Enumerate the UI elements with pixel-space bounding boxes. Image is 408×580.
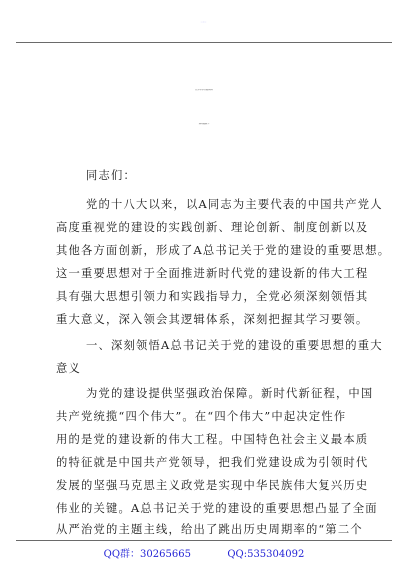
- doc-title-line-1: [0, 90, 408, 91]
- body-line: 用的是党的建设新的伟大工程。中国特色社会主义最本质: [56, 433, 369, 446]
- qq-label: QQ:535304092: [227, 549, 305, 560]
- salutation: 同志们：: [86, 169, 136, 182]
- body-line: 其他各方面创新，形成了A总书记关于党的建设的重要思想。: [56, 244, 391, 257]
- body-line: 重大意义，深入领会其逻辑体系，深刻把握其学习要领。: [56, 313, 369, 326]
- body-line: 共产党统揽“四个伟大”。在“四个伟大”中起决定性作: [56, 410, 347, 423]
- contact-footer: [0, 545, 408, 560]
- qq-group-label: QQ群：30265665: [103, 549, 191, 560]
- header-divider: [16, 42, 392, 43]
- body-line: 从严治党的主题主线，给出了跳出历史周期率的“第二个: [56, 523, 363, 536]
- body-line: 为党的建设提供坚强政治保障。新时代新征程，中国: [86, 387, 374, 400]
- doc-title-line-2: [0, 124, 408, 125]
- section-heading-cont: 意义: [56, 362, 81, 375]
- footer-divider: [16, 540, 392, 541]
- body-line: 发展的坚强马克思主义政党是实现中华民族伟大复兴历史: [56, 479, 369, 492]
- body-line: 具有强大思想引领力和实践指导力，全党必须深刻领悟其: [56, 290, 369, 303]
- body-line: 高度重视党的建设的实践创新、理论创新、制度创新以及: [56, 221, 369, 234]
- body-line: 党的十八大以来，以A同志为主要代表的中国共产党人: [86, 198, 383, 211]
- body-line: 这一重要思想对于全面推进新时代党的建设新的伟大工程: [56, 267, 369, 280]
- body-line: 的特征就是中国共产党领导，把我们党建设成为引领时代: [56, 456, 369, 469]
- section-heading: 一、深刻领悟A总书记关于党的建设的重要思想的重大: [86, 339, 383, 352]
- body-line: 伟业的关键。A总书记关于党的建设的重要思想凸显了全面: [56, 502, 378, 515]
